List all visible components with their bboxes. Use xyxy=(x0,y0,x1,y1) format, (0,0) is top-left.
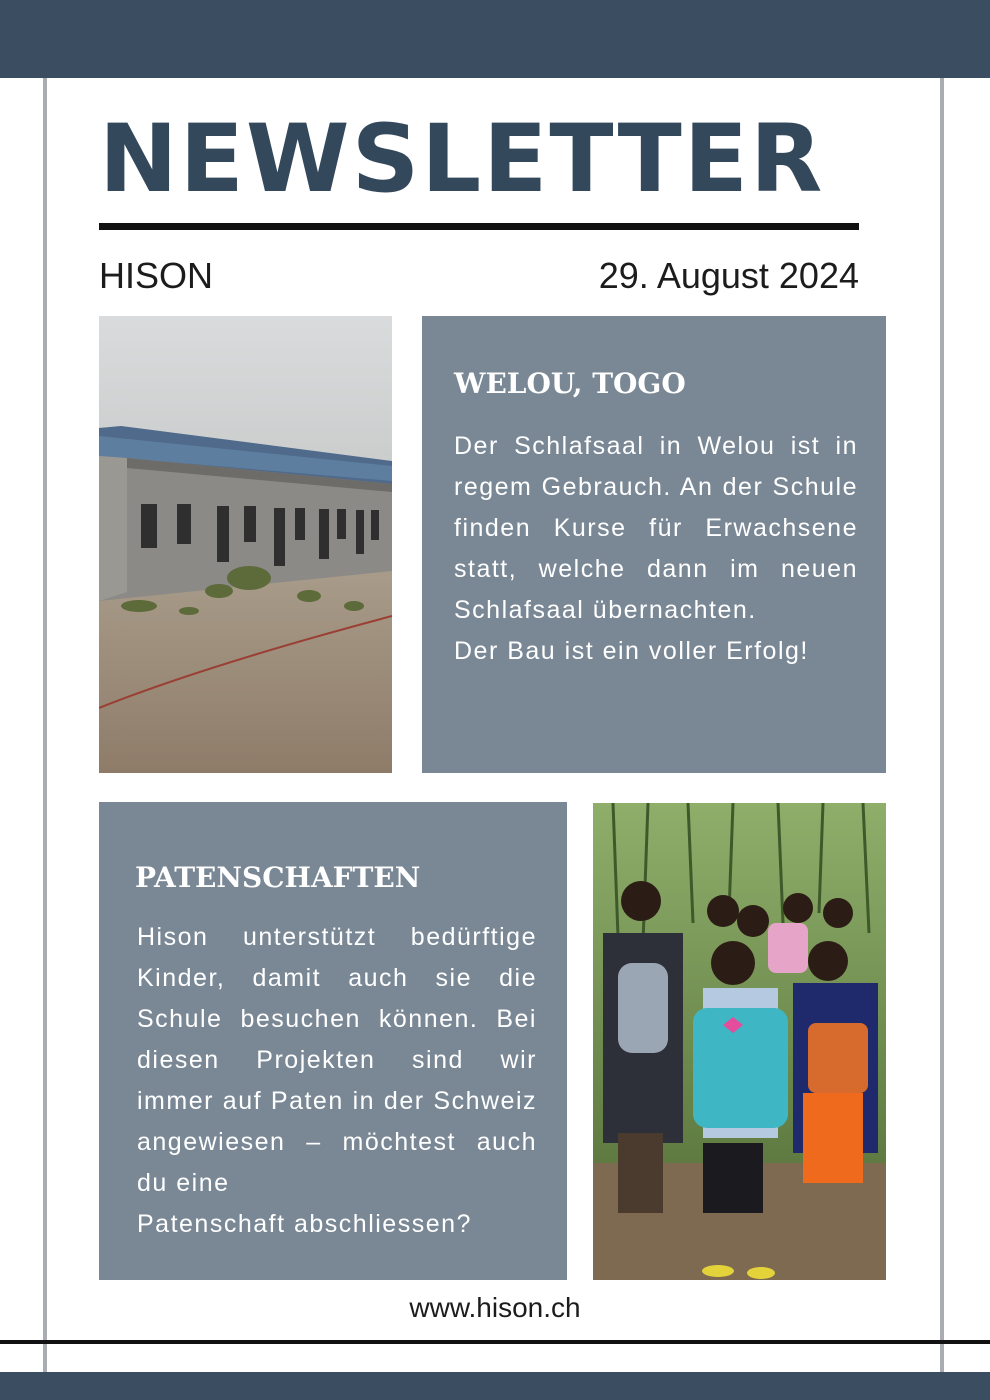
right-border-line xyxy=(940,78,944,1372)
welou-article-panel xyxy=(422,316,886,773)
top-banner xyxy=(0,0,990,78)
patenschaften-body-text: Hison unterstützt bedürftige Kinder, damit auch sie die Schule besuchen können. Bei diesen Projekten sind wir immer auf Paten in der Schweiz angewiesen – möchtest auch du eine xyxy=(137,923,537,1197)
left-border-line xyxy=(43,78,47,1372)
organization-name: HISON xyxy=(99,255,214,296)
patenschaften-body xyxy=(137,917,537,1245)
footer-divider xyxy=(0,1340,990,1344)
children-with-backpacks-photo xyxy=(593,803,886,1280)
welou-heading: WELOU, TOGO xyxy=(454,367,686,400)
issue-date: 29. August 2024 xyxy=(598,255,859,296)
patenschaften-closing-text: Patenschaft abschliessen? xyxy=(137,1210,472,1238)
welou-body xyxy=(454,426,858,672)
school-building-photo xyxy=(99,316,392,773)
welou-body-text: Der Schlafsaal in Welou ist in regem Gebrauch. An der Schule finden Kurse für Erwachsene statt, welche dann im neuen Schlafsaal übernachten. xyxy=(454,432,858,624)
welou-closing-text: Der Bau ist ein voller Erfolg! xyxy=(454,637,809,665)
bottom-banner xyxy=(0,1372,990,1400)
newsletter-title: NEWSLETTER xyxy=(99,105,825,214)
patenschaften-heading: PATENSCHAFTEN xyxy=(135,861,421,894)
website-link[interactable]: www.hison.ch xyxy=(409,1292,581,1323)
patenschaften-article-panel xyxy=(99,802,567,1280)
title-divider xyxy=(99,223,859,230)
